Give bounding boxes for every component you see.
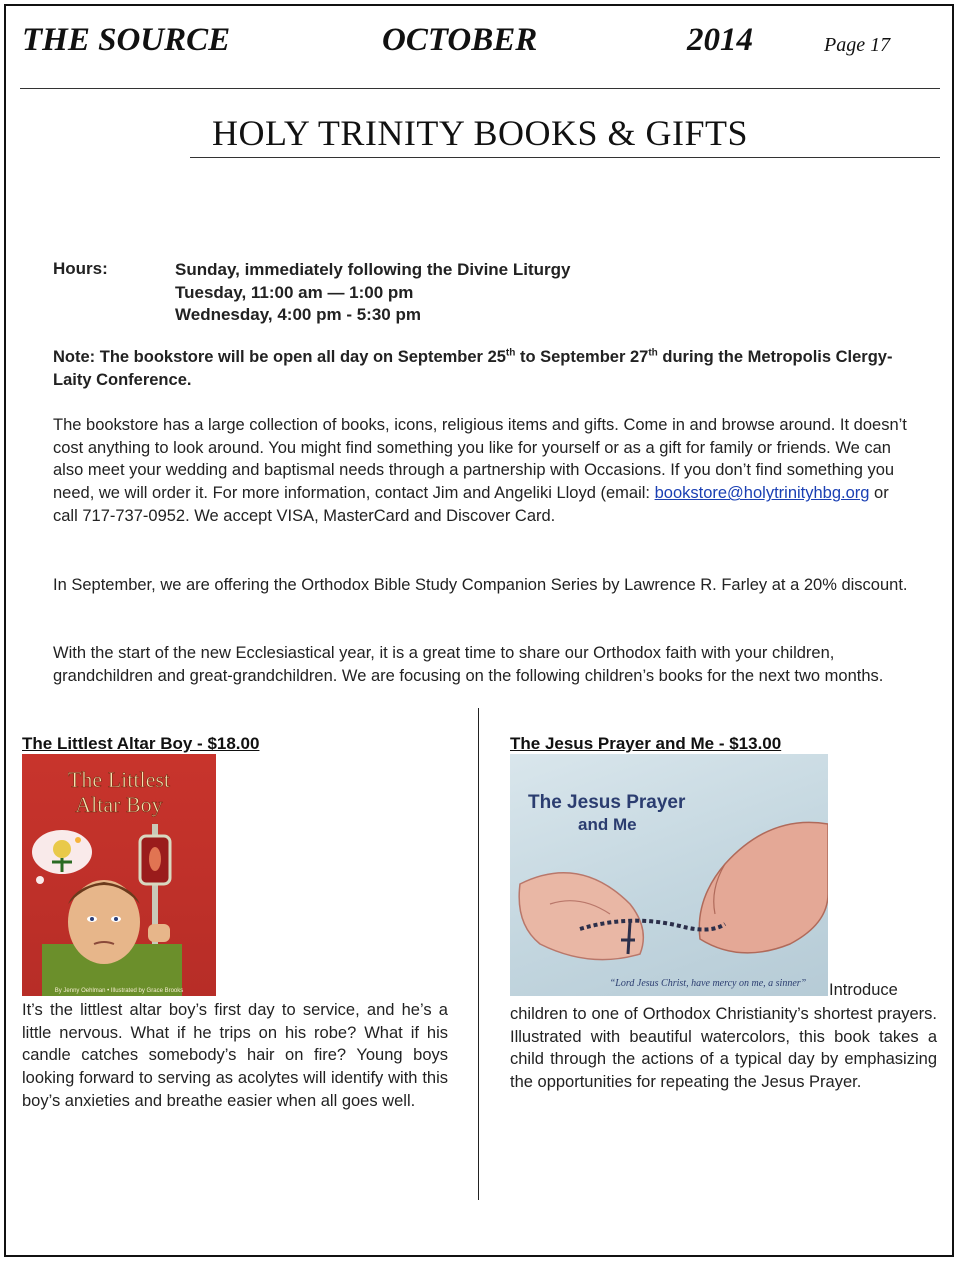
cover-quote: “Lord Jesus Christ, have mercy on me, a sinner” [609,978,807,989]
book-title-littlest-altar-boy: The Littlest Altar Boy - $18.00 [22,734,260,753]
masthead-publication: THE SOURCE [22,22,231,58]
hours-list [175,259,570,327]
masthead-month: OCTOBER [382,22,538,58]
altar-boy-illustration [22,754,216,996]
bookstore-email-link[interactable]: bookstore@holytrinityhbg.org [654,484,870,503]
book-description-intro-word: Introduce [829,981,898,999]
cover-title-line2: and Me [578,815,637,834]
note-text: Note: The bookstore will be open all day on September 25 [53,348,506,366]
section-title: HOLY TRINITY BOOKS & GIFTS [211,113,749,153]
masthead [22,22,942,64]
note-text: during the Metropolis Clergy-Laity Conference. [53,348,893,389]
discount-paragraph: In September, we are offering the Orthodox Bible Study Companion Series by Lawrence R. Farley at a 20% discount. [53,576,908,594]
masthead-rule [20,88,940,89]
paragraph-text: or call 717-737-0952. We accept VISA, MasterCard and Discover Card. [53,484,889,525]
note-text: to September 27 [515,348,649,366]
note-sup: th [505,347,516,359]
paragraph-text: The bookstore has a large collection of books, icons, religious items and gifts. Come in and browse around. It doesn’t cost anything to look around. You might find something you like for yourself or as a gift for family or friends. We can also meet your wedding and baptismal needs through a partnership with Occasions. If you don’t find something you need, we will order it. For more information, contact Jim and Angeliki Lloyd (email: [53,416,907,503]
childrens-books-paragraph: With the start of the new Ecclesiastical year, it is a great time to share our Orthodox faith with your children, grandchildren and great-grandchildren. We are focusing on the following children’s books for the next two months. [53,644,884,685]
column-divider [478,708,479,1200]
cover-jesus-prayer-and-me [510,754,828,996]
conference-note [53,346,908,391]
masthead-year: 2014 [687,22,753,58]
note-sup: th [648,347,658,359]
book-description-littlest-altar-boy: It’s the littlest altar boy’s first day to service, and he’s a little nervous. What if he trips on his robe? What if his candle catches somebody’s hair on fire? Young boys looking forward to serving as acolytes will identify with this boy’s anxieties and breathe easier when all goes well. [22,1001,448,1110]
hours-label: Hours: [53,259,108,278]
hours-line: Sunday, immediately following the Divine Liturgy [175,260,571,279]
bookstore-info-paragraph [53,414,908,528]
hours-line: Tuesday, 11:00 am — 1:00 pm [175,282,414,302]
cover-title-line2: Altar Boy [75,792,163,817]
cover-littlest-altar-boy [22,754,216,996]
title-rule [190,157,940,158]
book-title-jesus-prayer-and-me: The Jesus Prayer and Me - $13.00 [510,734,782,753]
hours-line: Wednesday, 4:00 pm - 5:30 pm [175,305,421,324]
praying-hands-illustration [510,754,828,996]
masthead-page-number: Page 17 [824,34,891,56]
cover-credit: By Jenny Oehlman • Illustrated by Grace Brooks [54,988,184,994]
cover-title-line1: The Jesus Prayer [528,792,686,813]
book-description-jesus-prayer-and-me: children to one of Orthodox Christianity’s shortest prayers. Illustrated with beautiful watercolors, this book takes a child through the actions of a typical day by emphasizing the opportunities for repeating the Jesus Prayer. [510,1005,937,1092]
cover-title-line1: The Littlest [67,767,171,792]
